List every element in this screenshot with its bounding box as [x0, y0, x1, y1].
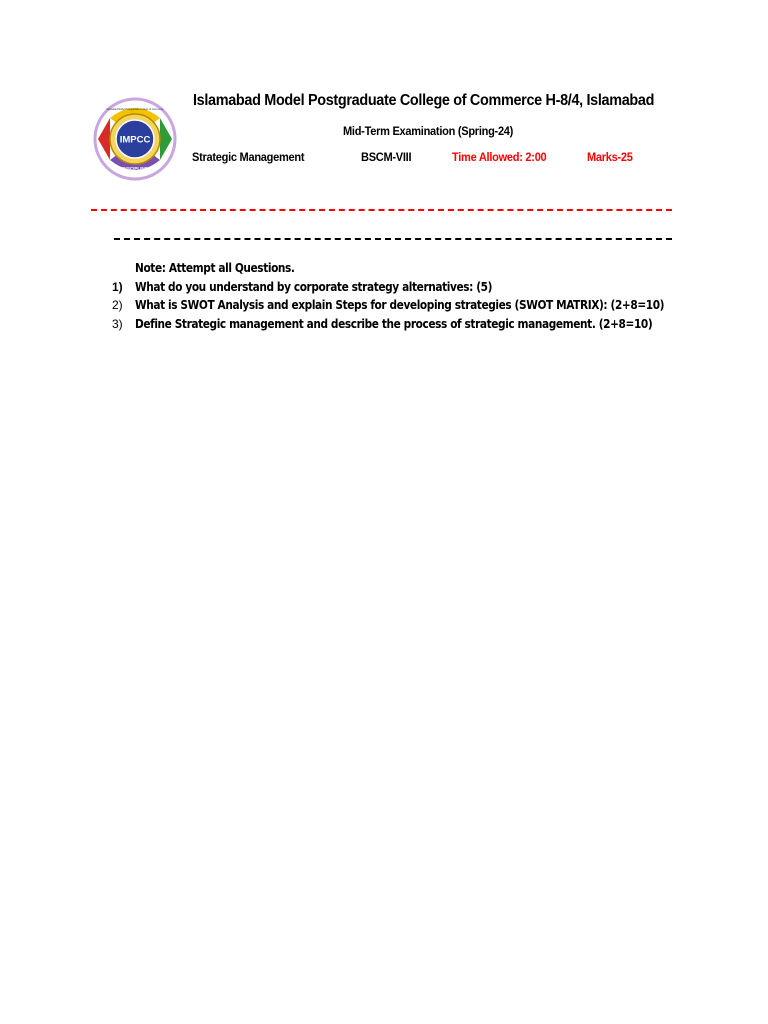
class-code: BSCM-VIII [361, 150, 412, 164]
question-text: What is SWOT Analysis and explain Steps for developing strategies (SWOT MATRIX): (2+8=10) [135, 298, 665, 312]
total-marks: Marks-25 [587, 150, 633, 164]
exam-note: Note: Attempt all Questions. [135, 261, 295, 275]
question-number: 3) [112, 317, 123, 331]
black-dashed-divider [114, 238, 672, 240]
question-number: 2) [112, 298, 123, 312]
exam-subtitle: Mid-Term Examination (Spring-24) [343, 124, 514, 138]
time-allowed: Time Allowed: 2:00 [452, 150, 547, 164]
course-name: Strategic Management [192, 150, 305, 164]
college-title: Islamabad Model Postgraduate College of Commerce H-8/4, Islamabad [193, 92, 655, 109]
logo-ring-text: Islamabad Model Postgraduate College of Commerce [106, 108, 164, 111]
question-text: What do you understand by corporate strategy alternatives: (5) [135, 280, 493, 294]
question-number: 1) [112, 280, 123, 294]
logo-motto: DISCIPLINE [122, 166, 148, 171]
logo-abbreviation: IMPCC [119, 134, 151, 146]
question-text: Define Strategic management and describe the process of strategic management. (2+8=10) [135, 317, 653, 331]
red-dashed-divider [91, 209, 672, 211]
college-logo [88, 96, 182, 182]
